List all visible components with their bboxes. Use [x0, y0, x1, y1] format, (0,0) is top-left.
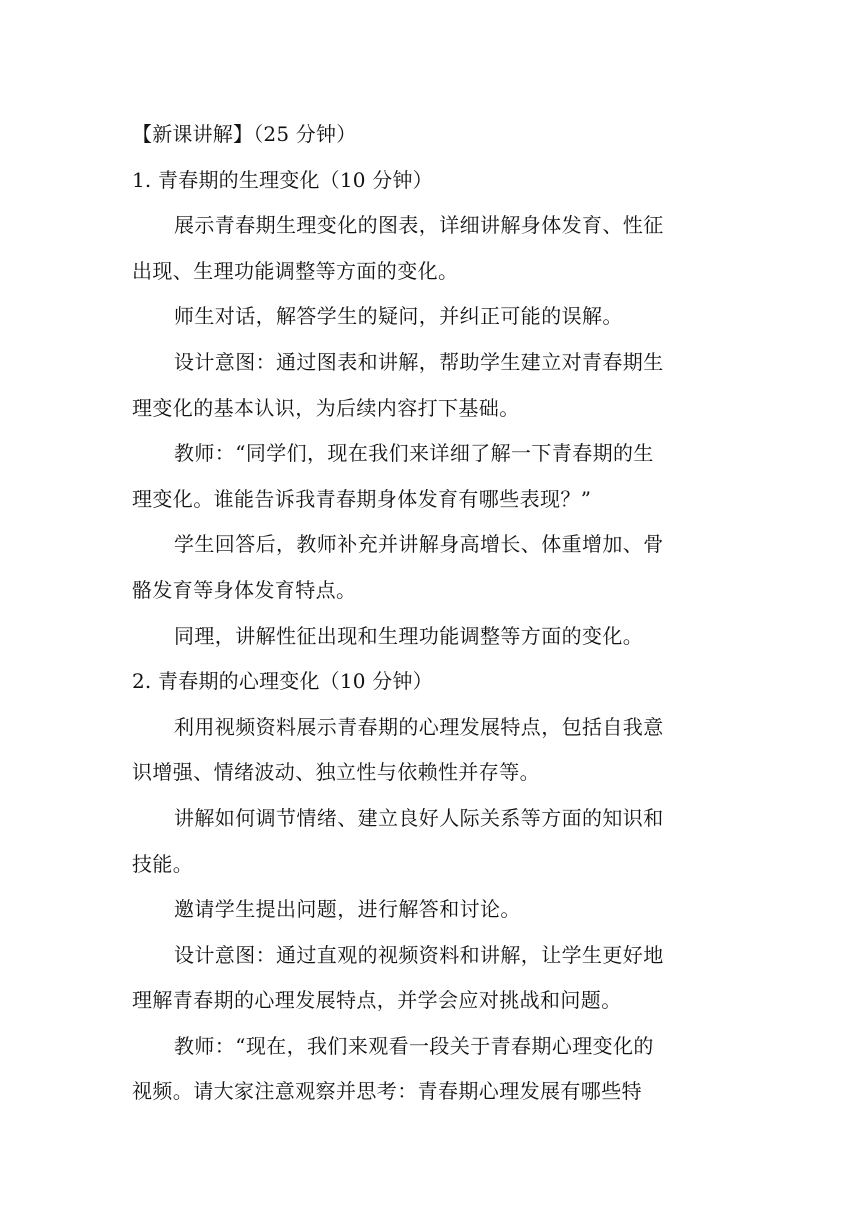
paragraph-line: 技能。	[132, 851, 194, 876]
paragraph-line: 利用视频资料展示青春期的心理发展特点，包括自我意	[174, 714, 664, 739]
paragraph-line: 师生对话，解答学生的疑问，并纠正可能的误解。	[174, 304, 623, 329]
paragraph-line: 教师：“现在，我们来观看一段关于青春期心理变化的	[174, 1033, 654, 1058]
paragraph-line: 教师：“同学们，现在我们来详细了解一下青春期的生	[174, 441, 654, 466]
paragraph-line: 同理，讲解性征出现和生理功能调整等方面的变化。	[174, 623, 644, 648]
paragraph-line: 理变化的基本认识，为后续内容打下基础。	[132, 395, 520, 420]
subsection-heading-2: 2. 青春期的心理变化（10 分钟）	[132, 669, 433, 694]
section-title: 【新课讲解】（25 分钟）	[132, 122, 357, 146]
paragraph-line: 理变化。谁能告诉我青春期身体发育有哪些表现？”	[132, 486, 592, 511]
paragraph-line: 骼发育等身体发育特点。	[132, 577, 357, 602]
paragraph-line: 设计意图：通过直观的视频资料和讲解，让学生更好地	[174, 942, 664, 967]
paragraph-line: 设计意图：通过图表和讲解，帮助学生建立对青春期生	[174, 349, 664, 374]
paragraph-line: 学生回答后，教师补充并讲解身高增长、体重增加、骨	[174, 532, 664, 557]
document-body	[132, 112, 732, 1115]
subsection-heading-1: 1. 青春期的生理变化（10 分钟）	[132, 167, 433, 192]
paragraph-line: 邀请学生提出问题，进行解答和讨论。	[174, 897, 521, 922]
paragraph-line: 讲解如何调节情绪、建立良好人际关系等方面的知识和	[174, 805, 664, 830]
paragraph-line: 识增强、情绪波动、独立性与依赖性并存等。	[132, 760, 540, 785]
paragraph-line: 展示青春期生理变化的图表，详细讲解身体发育、性征	[174, 213, 664, 238]
paragraph-line: 出现、生理功能调整等方面的变化。	[132, 258, 459, 283]
paragraph-line: 视频。请大家注意观察并思考：青春期心理发展有哪些特	[132, 1079, 642, 1104]
paragraph-line: 理解青春期的心理发展特点，并学会应对挑战和问题。	[132, 988, 622, 1013]
